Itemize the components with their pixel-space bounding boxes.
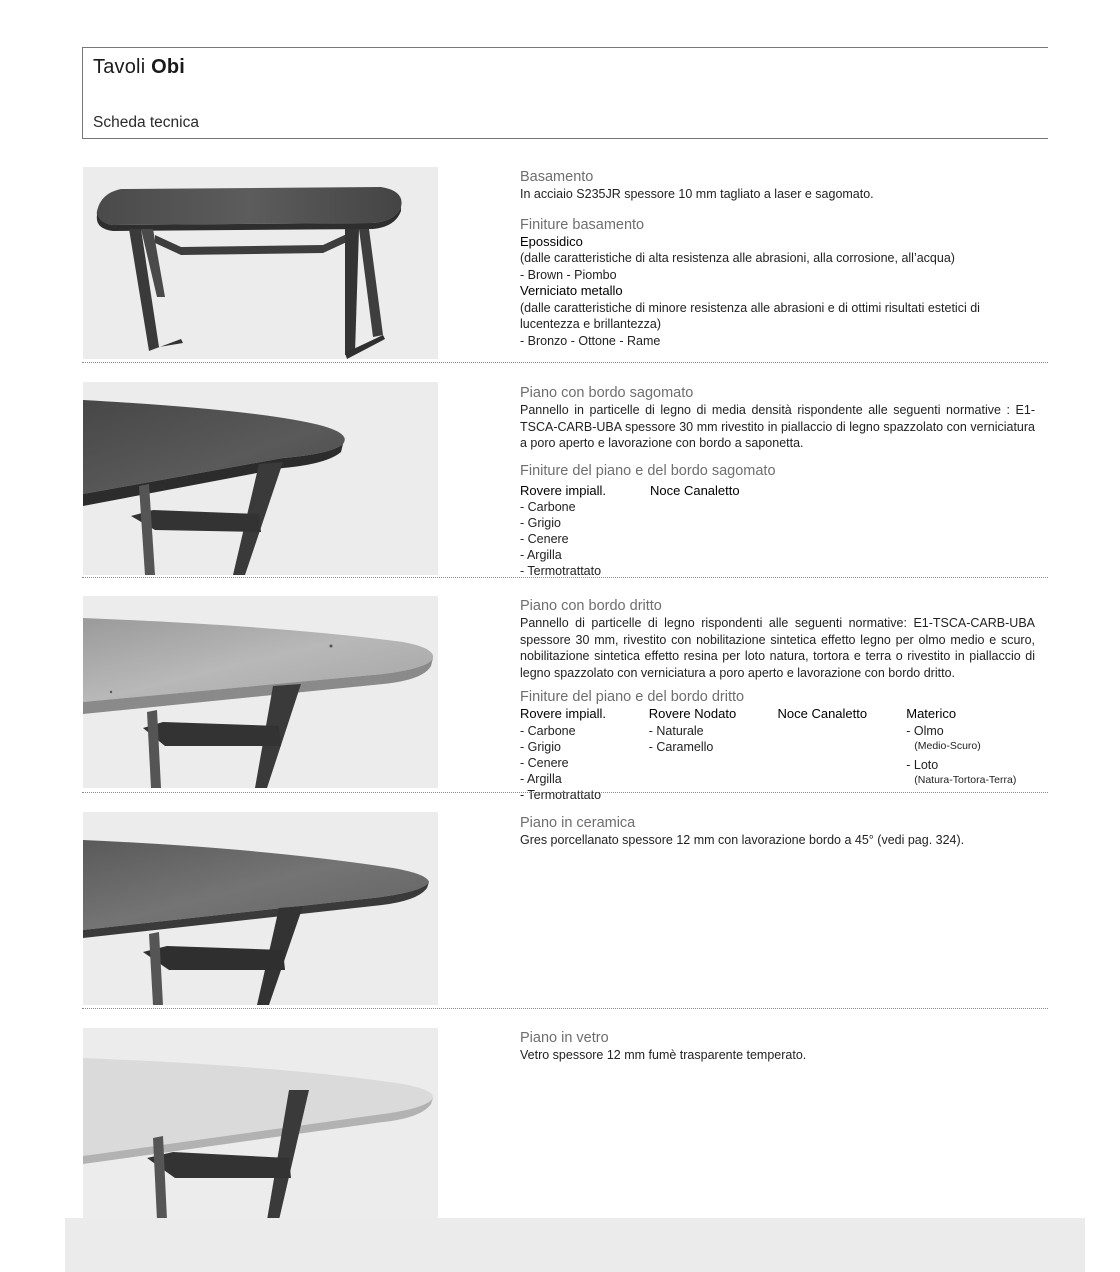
sagomato-heading: Piano con bordo sagomato <box>520 385 694 401</box>
vetro-photo <box>83 1028 438 1220</box>
sagomato-col-noce <box>650 483 780 580</box>
dritto-block <box>520 597 1035 803</box>
finiture-sagomato-heading: Finiture del piano e del bordo sagomato <box>520 462 776 479</box>
section-divider <box>82 792 1048 793</box>
dritto-col-nodato <box>649 706 778 803</box>
sagomato-photo <box>83 382 438 575</box>
ceramica-text: Gres porcellanato spessore 12 mm con lavorazione bordo a 45° (vedi pag. 324). <box>520 833 965 847</box>
col-head: Materico <box>906 706 957 721</box>
list-item: - Termotrattato <box>520 564 602 578</box>
table-full-photo <box>83 167 438 359</box>
list-item: - Argilla <box>520 771 562 786</box>
basamento-heading: Basamento <box>520 169 594 185</box>
list-item: - Cenere <box>520 755 569 770</box>
sagomato-col-rovere <box>520 483 650 580</box>
ceramica-block <box>520 814 1035 849</box>
section-divider <box>82 362 1048 363</box>
dritto-photo <box>83 596 438 788</box>
list-item-note: (Medio-Scuro) <box>914 739 981 752</box>
finiture-basamento-heading: Finiture basamento <box>520 216 645 233</box>
dritto-finishes <box>520 706 1035 803</box>
col-head: Rovere Nodato <box>648 706 737 721</box>
section-divider <box>82 1008 1048 1009</box>
vetro-block <box>520 1029 1035 1064</box>
col-head: Noce Canaletto <box>650 482 740 498</box>
list-item: - Argilla <box>520 548 562 562</box>
list-item: - Grigio <box>520 516 561 530</box>
dritto-text: Pannello di particelle di legno rispondenti alle seguenti normative: E1-TSCA-CARB-UBA spessore 30 mm, rivestito con nobilitazione sintetica effetto legno per olmo medio e scuro, nobilitazione sintetica effetto resina per loto natura, tortora e terra o rivestito in piallaccio di legno spazzolato con verniciatura a poro aperto e lavorazione con bordo dritto. <box>520 616 1035 680</box>
dritto-col-rovere <box>520 706 649 803</box>
ceramica-photo <box>83 812 438 1005</box>
list-item-note: (Natura-Tortora-Terra) <box>914 773 1017 786</box>
dritto-col-materico <box>906 706 1035 803</box>
col-head: Rovere impiall. <box>520 482 606 498</box>
footer-band <box>65 1218 1085 1272</box>
epossidico-label: Epossidico <box>520 233 583 249</box>
section-divider <box>82 577 1048 578</box>
page-title <box>93 56 185 79</box>
header-box <box>82 47 1048 139</box>
basamento-text: In acciaio S235JR spessore 10 mm tagliato a laser e sagomato. <box>520 187 874 201</box>
sagomato-block <box>520 384 1035 579</box>
epossidico-note: (dalle caratteristiche di alta resistenza alle abrasioni, alla corrosione, all’acqua) <box>520 251 955 265</box>
verniciato-note: (dalle caratteristiche di minore resistenza alle abrasioni e di ottimi risultati estetici di lucentezza e brillantezza) <box>520 300 980 331</box>
list-item: - Termotrattato <box>520 787 602 802</box>
sagomato-finishes <box>520 483 1035 580</box>
finiture-dritto-heading: Finiture del piano e del bordo dritto <box>520 689 745 705</box>
ceramica-heading: Piano in ceramica <box>520 815 636 831</box>
col-head: Noce Canaletto <box>777 706 868 721</box>
list-item: - Cenere <box>520 532 569 546</box>
sagomato-text: Pannello in particelle di legno di media densità rispondente alle seguenti normative : E1-TSCA-CARB-UBA spessore 30 mm rivestito in piallaccio di legno spazzolato con verniciatura a poro aperto e lavorazione con bordo a saponetta. <box>520 403 1035 450</box>
verniciato-list: - Bronzo - Ottone - Rame <box>520 333 661 348</box>
basamento-block <box>520 168 1035 349</box>
list-item: - Loto <box>906 757 939 772</box>
dritto-heading: Piano con bordo dritto <box>520 598 662 614</box>
list-item: - Grigio <box>520 739 561 754</box>
list-item: - Olmo <box>906 723 944 738</box>
list-item: - Carbone <box>520 500 576 514</box>
list-item: - Naturale <box>648 723 704 738</box>
vetro-text: Vetro spessore 12 mm fumè trasparente temperato. <box>520 1048 807 1062</box>
col-head: Rovere impiall. <box>520 706 606 721</box>
title-bold: Obi <box>151 56 186 78</box>
dritto-col-noce <box>778 706 907 803</box>
page-subtitle: Scheda tecnica <box>93 114 199 131</box>
epossidico-list: - Brown - Piombo <box>520 267 617 282</box>
verniciato-label: Verniciato metallo <box>520 283 623 298</box>
list-item: - Carbone <box>520 723 576 738</box>
title-light: Tavoli <box>93 56 146 78</box>
vetro-heading: Piano in vetro <box>520 1030 609 1046</box>
list-item: - Caramello <box>648 739 714 754</box>
